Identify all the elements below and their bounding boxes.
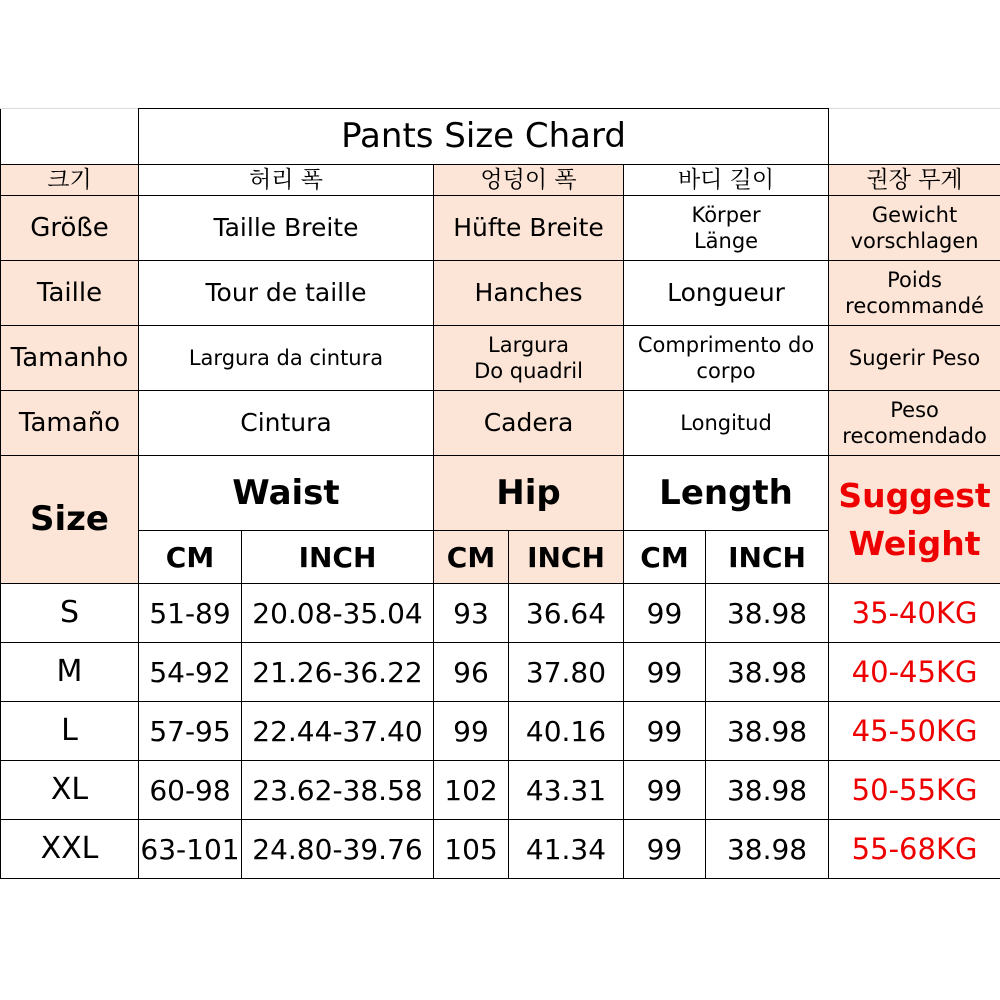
size-chart-table <box>0 108 1000 879</box>
size-cell: M <box>1 643 139 702</box>
weight-cell: 35-40KG <box>829 584 1000 643</box>
fr-waist-label: Tour de taille <box>139 261 434 326</box>
waist-inch-cell: 22.44-37.40 <box>242 702 434 761</box>
es-weight-line-1: Peso <box>890 397 939 422</box>
waist-cm-cell: 57-95 <box>139 702 242 761</box>
fr-length-label: Longueur <box>624 261 829 326</box>
de-weight-line-1: Gewicht <box>871 202 958 227</box>
es-weight-line-2: recomendado <box>842 424 987 448</box>
pt-size-label: Tamanho <box>1 326 139 391</box>
en-hip-label: Hip <box>434 456 624 531</box>
waist-inch-cell: 23.62-38.58 <box>242 761 434 820</box>
de-waist-label: Taille Breite <box>139 196 434 261</box>
kr-size-label: 크기 <box>1 165 139 196</box>
de-size-label: Größe <box>1 196 139 261</box>
pt-weight-label: Sugerir Peso <box>829 326 1000 391</box>
length-inch-cell: 38.98 <box>706 820 829 879</box>
waist-cm-cell: 60-98 <box>139 761 242 820</box>
hip-cm-cell: 93 <box>434 584 509 643</box>
korean-header-row <box>1 165 1000 196</box>
length-inch-cell: 38.98 <box>706 643 829 702</box>
waist-inch-unit: INCH <box>242 531 434 584</box>
es-hip-label: Cadera <box>434 391 624 456</box>
kr-waist-label: 허리 폭 <box>139 165 434 196</box>
length-cm-cell: 99 <box>624 584 706 643</box>
fr-size-label: Taille <box>1 261 139 326</box>
fr-weight-line-2: recommandé <box>845 294 984 318</box>
table-row <box>1 643 1000 702</box>
table-row <box>1 820 1000 879</box>
size-cell: S <box>1 584 139 643</box>
de-length-line-1: Körper <box>691 202 761 227</box>
hip-inch-cell: 43.31 <box>509 761 624 820</box>
fr-weight-label <box>829 261 1000 326</box>
weight-cell: 55-68KG <box>829 820 1000 879</box>
waist-cm-cell: 63-101 <box>139 820 242 879</box>
hip-inch-unit: INCH <box>509 531 624 584</box>
de-weight-line-2: vorschlagen <box>850 229 979 253</box>
es-weight-label <box>829 391 1000 456</box>
table-row <box>1 761 1000 820</box>
kr-hip-label: 엉덩이 폭 <box>434 165 624 196</box>
length-inch-cell: 38.98 <box>706 702 829 761</box>
hip-inch-cell: 40.16 <box>509 702 624 761</box>
kr-weight-label: 권장 무게 <box>829 165 1000 196</box>
fr-hip-label: Hanches <box>434 261 624 326</box>
hip-inch-cell: 37.80 <box>509 643 624 702</box>
hip-inch-cell: 36.64 <box>509 584 624 643</box>
length-cm-cell: 99 <box>624 820 706 879</box>
de-length-label <box>624 196 829 261</box>
kr-length-label: 바디 길이 <box>624 165 829 196</box>
hip-inch-cell: 41.34 <box>509 820 624 879</box>
en-weight-label <box>829 456 1000 584</box>
de-length-line-2: Länge <box>693 229 759 253</box>
table-row <box>1 702 1000 761</box>
de-hip-label: Hüfte Breite <box>434 196 624 261</box>
length-cm-cell: 99 <box>624 643 706 702</box>
english-header-row <box>1 456 1000 531</box>
weight-cell: 40-45KG <box>829 643 1000 702</box>
hip-cm-cell: 99 <box>434 702 509 761</box>
hip-cm-cell: 105 <box>434 820 509 879</box>
waist-cm-cell: 54-92 <box>139 643 242 702</box>
hip-cm-unit: CM <box>434 531 509 584</box>
size-cell: XXL <box>1 820 139 879</box>
waist-inch-cell: 20.08-35.04 <box>242 584 434 643</box>
hip-cm-cell: 102 <box>434 761 509 820</box>
es-waist-label: Cintura <box>139 391 434 456</box>
german-header-row <box>1 196 1000 261</box>
length-cm-unit: CM <box>624 531 706 584</box>
table-row <box>1 584 1000 643</box>
de-weight-label <box>829 196 1000 261</box>
hip-cm-cell: 96 <box>434 643 509 702</box>
es-size-label: Tamaño <box>1 391 139 456</box>
pt-hip-label <box>434 326 624 391</box>
pt-length-line-1: Comprimento do <box>637 332 815 357</box>
length-inch-cell: 38.98 <box>706 761 829 820</box>
waist-inch-cell: 24.80-39.76 <box>242 820 434 879</box>
fr-weight-line-1: Poids <box>887 267 942 292</box>
en-weight-line-1: Suggest <box>838 475 991 515</box>
title-corner-right <box>829 109 1000 165</box>
title-row <box>1 109 1000 165</box>
size-cell: L <box>1 702 139 761</box>
waist-cm-unit: CM <box>139 531 242 584</box>
pt-hip-line-1: Largura <box>488 332 569 357</box>
pt-hip-line-2: Do quadril <box>474 359 583 383</box>
length-cm-cell: 99 <box>624 702 706 761</box>
title-corner-left <box>1 109 139 165</box>
waist-inch-cell: 21.26-36.22 <box>242 643 434 702</box>
en-size-label: Size <box>1 456 139 584</box>
en-waist-label: Waist <box>139 456 434 531</box>
french-header-row <box>1 261 1000 326</box>
spanish-header-row <box>1 391 1000 456</box>
chart-title: Pants Size Chard <box>139 109 829 165</box>
length-inch-unit: INCH <box>706 531 829 584</box>
waist-cm-cell: 51-89 <box>139 584 242 643</box>
size-cell: XL <box>1 761 139 820</box>
en-length-label: Length <box>624 456 829 531</box>
pt-waist-label: Largura da cintura <box>139 326 434 391</box>
es-length-label: Longitud <box>624 391 829 456</box>
en-weight-line-2: Weight <box>848 523 981 563</box>
portuguese-header-row <box>1 326 1000 391</box>
pt-length-line-2: corpo <box>696 359 756 383</box>
weight-cell: 50-55KG <box>829 761 1000 820</box>
weight-cell: 45-50KG <box>829 702 1000 761</box>
length-inch-cell: 38.98 <box>706 584 829 643</box>
pt-length-label <box>624 326 829 391</box>
length-cm-cell: 99 <box>624 761 706 820</box>
